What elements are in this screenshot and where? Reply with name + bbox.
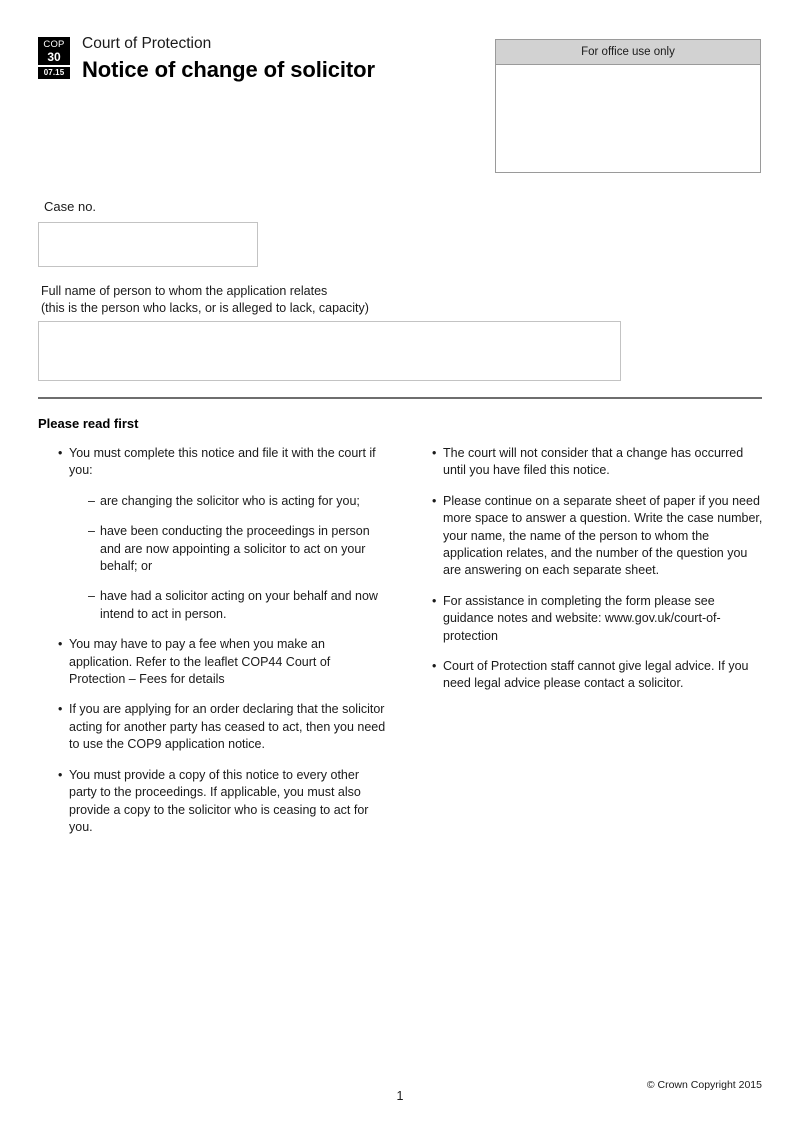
case-number-label: Case no. (44, 199, 97, 214)
guidance-bullet (58, 445, 388, 623)
read-first-left-list (58, 445, 388, 836)
read-first-left-column (58, 445, 388, 836)
guidance-bullet (432, 445, 764, 480)
guidance-bullet-text: If you are applying for an order declaring that the solicitor acting for another party has ceased to act, then you need to use the COP9 application notice. (69, 702, 386, 752)
cop-code-prefix: COP (43, 39, 65, 50)
guidance-sub-bullet-text: are changing the solicitor who is acting for you; (100, 493, 360, 508)
guidance-bullet (432, 493, 764, 580)
bullet-marker-icon: • (432, 493, 437, 508)
bullet-marker-icon: • (432, 659, 437, 674)
office-use-header: For office use only (496, 40, 760, 65)
cop-code-block (38, 37, 70, 65)
bullet-marker-icon: • (58, 446, 63, 460)
person-name-label-line2: (this is the person who lacks, or is alleged to lack, capacity) (41, 301, 369, 315)
bullet-marker-icon: • (58, 767, 63, 782)
page-title: Notice of change of solicitor (82, 57, 375, 82)
guidance-sub-bullet (88, 588, 388, 623)
office-use-box (495, 39, 761, 173)
court-name: Court of Protection (82, 35, 212, 52)
guidance-bullet-text: Please continue on a separate sheet of paper if you need more space to answer a question. Write the case number, your name, the name of the person to whom the application relates, and the number of the question you are answering on each separate sheet. (443, 493, 763, 578)
guidance-bullet (432, 658, 764, 693)
guidance-sub-list (69, 493, 388, 623)
guidance-bullet-text: You may have to pay a fee when you make an application. Refer to the leaflet COP44 Court of Protection – Fees for details (69, 637, 331, 687)
bullet-marker-icon: • (432, 446, 437, 460)
guidance-bullet (58, 701, 388, 753)
header-titles (82, 34, 468, 84)
guidance-bullet-text: You must complete this notice and file it with the court if you: (69, 446, 376, 478)
read-first-heading: Please read first (38, 416, 139, 431)
copyright-notice: © Crown Copyright 2015 (646, 1079, 762, 1091)
section-divider (38, 397, 762, 399)
cop-version-date: 07.15 (38, 67, 70, 79)
person-name-input[interactable] (38, 321, 621, 381)
person-name-label (41, 283, 369, 317)
person-name-label-line1: Full name of person to whom the application relates (41, 284, 328, 298)
read-first-right-column (432, 445, 764, 693)
guidance-bullet-text: The court will not consider that a change has occurred until you have filed this notice. (443, 446, 744, 478)
guidance-bullet-text: You must provide a copy of this notice to every other party to the proceedings. If applicable, you must also provide a copy to the solicitor who is ceasing to act for you. (69, 767, 369, 834)
guidance-bullet (58, 636, 388, 688)
read-first-right-list (432, 445, 764, 693)
bullet-marker-icon: • (58, 702, 63, 717)
guidance-sub-bullet-text: have been conducting the proceedings in person and are now appointing a solicitor to act on your behalf; or (100, 524, 370, 574)
cop-code-number: 30 (47, 50, 61, 64)
dash-marker-icon: – (88, 524, 95, 539)
bullet-marker-icon: • (58, 637, 63, 652)
dash-marker-icon: – (88, 493, 95, 508)
form-header (38, 34, 468, 84)
dash-marker-icon: – (88, 589, 95, 604)
case-number-input[interactable] (38, 222, 258, 267)
guidance-bullet-text: For assistance in completing the form please see guidance notes and website: www.gov.uk/court-of-protection (443, 593, 721, 643)
page-number: 1 (396, 1089, 404, 1103)
guidance-bullet (432, 593, 764, 645)
guidance-bullet-text: Court of Protection staff cannot give legal advice. If you need legal advice please contact a solicitor. (443, 659, 749, 691)
office-use-field[interactable] (496, 65, 760, 172)
guidance-sub-bullet (88, 493, 388, 510)
guidance-bullet (58, 767, 388, 837)
guidance-sub-bullet (88, 523, 388, 575)
cop-form-code-logo (38, 37, 70, 79)
bullet-marker-icon: • (432, 593, 437, 608)
guidance-sub-bullet-text: have had a solicitor acting on your behalf and now intend to act in person. (100, 589, 378, 621)
